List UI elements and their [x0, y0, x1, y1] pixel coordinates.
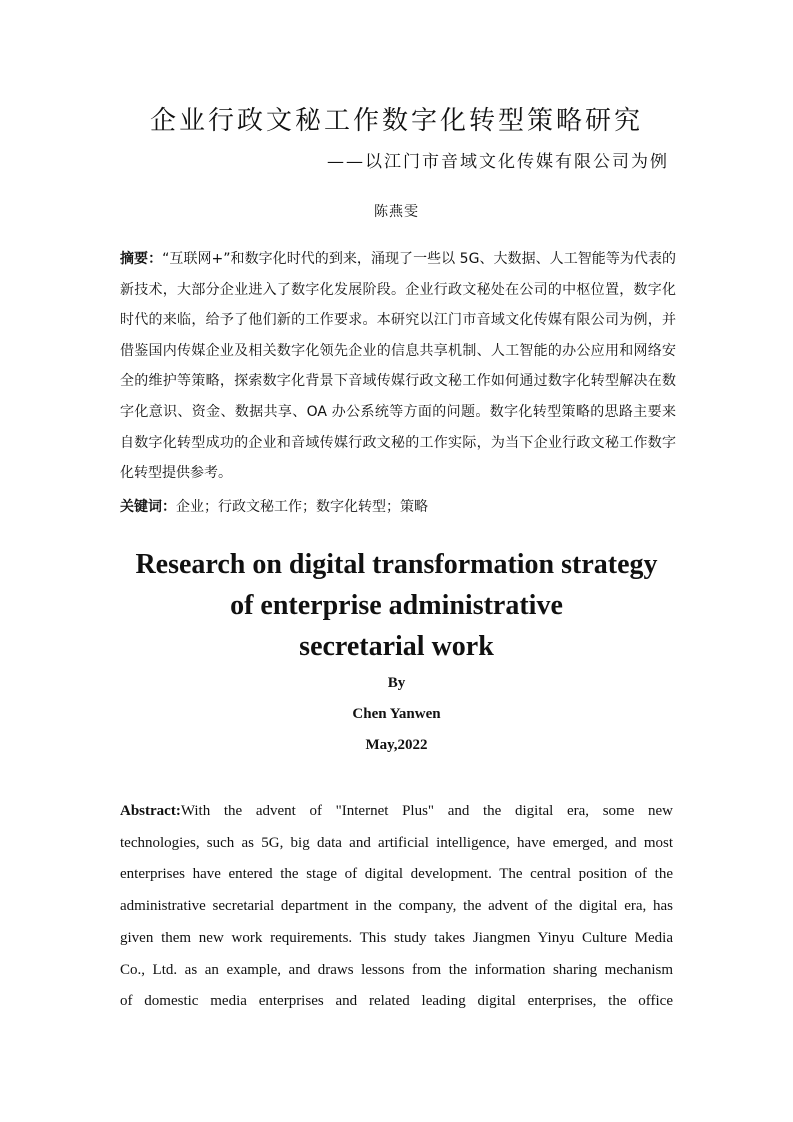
english-abstract-line: of domestic media enterprises and related leading digital enterprises, the office	[120, 993, 673, 1010]
english-abstract-line	[120, 796, 673, 828]
english-title-line: secretarial work	[299, 631, 494, 662]
chinese-keywords-label: 关键词：	[120, 499, 176, 515]
english-author: Chen Yanwen	[352, 706, 441, 722]
english-by: By	[387, 675, 406, 691]
english-abstract	[120, 796, 673, 1018]
english-abstract-line: given them new work requirements. This study takes Jiangmen Yinyu Culture Media	[120, 929, 673, 946]
english-abstract-line-text: With the advent of "Internet Plus" and the digital era, some new	[180, 803, 673, 819]
chinese-abstract-text: “互联网+”和数字化时代的到来，涌现了一些以 5G、大数据、人工智能等为代表的新技术，大部分企业进入了数字化发展阶段。企业行政文秘处在公司的中枢位置，数字化时代的来临，给予了他们新的工作要求。本研究以江门市音域文化传媒有限公司为例，并借鉴国内传媒企业及相关数字化领先企业的信息共享机制、人工智能的办公应用和网络安全的维护等策略，探索数字化背景下音域传媒行政文秘工作如何通过数字化转型解决在数字化意识、资金、数据共享、OA 办公系统等方面的问题。数字化转型策略的思路主要来自数字化转型成功的企业和音域传媒行政文秘的工作实际，为当下企业行政文秘工作数字化转型提供参考。	[120, 251, 676, 482]
chinese-author: 陈燕雯	[374, 204, 419, 220]
english-abstract-line: Co., Ltd. as an example, and draws lessons from the information sharing mechanism	[120, 961, 673, 978]
chinese-subtitle: ——以江门市音域文化传媒有限公司为例	[327, 152, 669, 172]
english-abstract-line: enterprises have entered the stage of digital development. The central position of the	[120, 866, 673, 883]
chinese-abstract	[120, 244, 676, 489]
english-title	[0, 544, 793, 667]
chinese-keywords	[120, 492, 676, 522]
chinese-keywords-text: 企业；行政文秘工作；数字化转型；策略	[176, 499, 428, 515]
english-title-line: Research on digital transformation strategy	[135, 549, 658, 580]
chinese-title: 企业行政文秘工作数字化转型策略研究	[149, 106, 643, 136]
english-abstract-line: administrative secretarial department in the company, the advent of the digital era, has	[120, 898, 673, 915]
english-abstract-label: Abstract:	[120, 803, 181, 819]
english-abstract-line: technologies, such as 5G, big data and artificial intelligence, have emerged, and most	[120, 834, 673, 851]
english-date: May,2022	[365, 737, 428, 753]
english-title-line: of enterprise administrative	[230, 590, 563, 621]
chinese-abstract-label: 摘要：	[120, 251, 163, 267]
